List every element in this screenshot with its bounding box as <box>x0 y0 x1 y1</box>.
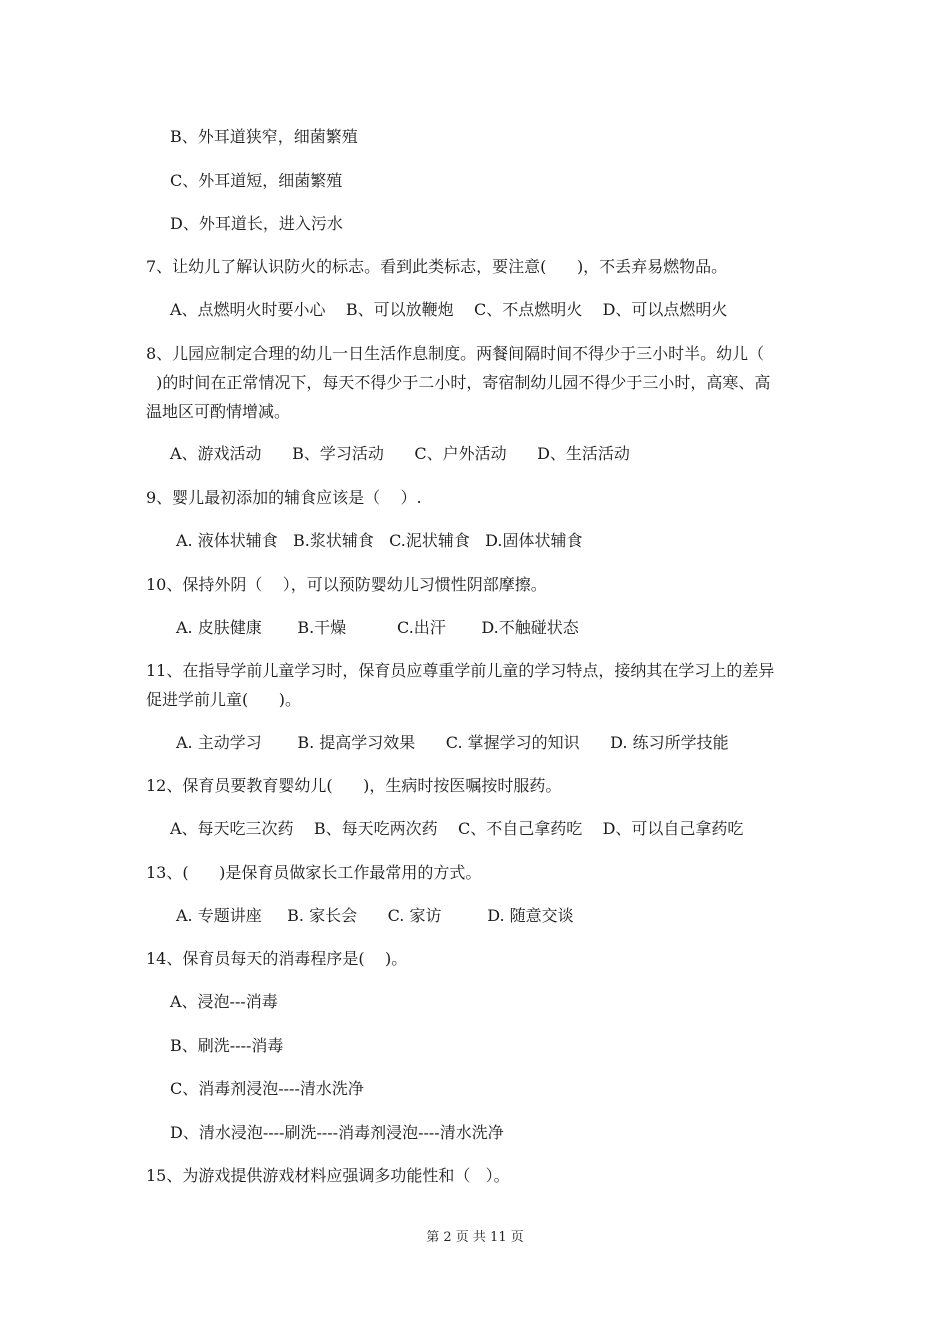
question-text: 14、保育员每天的消毒程序是( )。 <box>146 949 408 968</box>
question-text: 9、婴儿最初添加的辅食应该是（ ）. <box>146 488 422 507</box>
answer-options: A、每天吃三次药 B、每天吃两次药 C、不自己拿药吃 D、可以自己拿药吃 <box>170 819 744 838</box>
question-text-continued: )的时间在正常情况下，每天不得少于二小时，寄宿制幼儿园不得少于三小时，高寒、高 <box>146 373 771 392</box>
answer-options: D、清水浸泡----刷洗----消毒剂浸泡----清水洗净 <box>170 1123 504 1142</box>
answer-options: C、外耳道短，细菌繁殖 <box>170 171 343 190</box>
answer-options: A. 液体状辅食 B.浆状辅食 C.泥状辅食 D.固体状辅食 <box>176 531 583 550</box>
answer-options: D、外耳道长，进入污水 <box>170 214 343 233</box>
question-text: 11、在指导学前儿童学习时，保育员应尊重学前儿童的学习特点，接纳其在学习上的差异 <box>146 661 775 680</box>
question-text: 13、( )是保育员做家长工作最常用的方式。 <box>146 863 482 882</box>
question-text-continued: 温地区可酌情增减。 <box>146 402 291 421</box>
answer-options: B、外耳道狭窄，细菌繁殖 <box>170 127 358 146</box>
answer-options: A. 主动学习 B. 提高学习效果 C. 掌握学习的知识 D. 练习所学技能 <box>176 733 729 752</box>
question-text: 12、保育员要教育婴幼儿( )，生病时按医嘱按时服药。 <box>146 776 562 795</box>
answer-options: A、点燃明火时要小心 B、可以放鞭炮 C、不点燃明火 D、可以点燃明火 <box>170 300 728 319</box>
question-text-continued: 促进学前儿童( )。 <box>146 690 302 709</box>
question-text: 7、让幼儿了解认识防火的标志。看到此类标志，要注意( )，不丢弃易燃物品。 <box>146 257 728 276</box>
question-text: 10、保持外阴（ ），可以预防婴幼儿习惯性阴部摩擦。 <box>146 575 547 594</box>
answer-options: C、消毒剂浸泡----清水洗净 <box>170 1079 364 1098</box>
question-text: 15、为游戏提供游戏材料应强调多功能性和（ ）。 <box>146 1166 510 1185</box>
answer-options: A、浸泡---消毒 <box>170 992 278 1011</box>
answer-options: A. 专题讲座 B. 家长会 C. 家访 D. 随意交谈 <box>176 906 574 925</box>
question-text: 8、儿园应制定合理的幼儿一日生活作息制度。两餐间隔时间不得少于三小时半。幼儿（ <box>146 344 765 363</box>
answer-options: B、刷洗----消毒 <box>170 1036 284 1055</box>
answer-options: A. 皮肤健康 B.干燥 C.出汗 D.不触碰状态 <box>176 618 579 637</box>
page-footer: 第 2 页 共 11 页 <box>426 1230 524 1245</box>
answer-options: A、游戏活动 B、学习活动 C、户外活动 D、生活活动 <box>170 444 630 463</box>
